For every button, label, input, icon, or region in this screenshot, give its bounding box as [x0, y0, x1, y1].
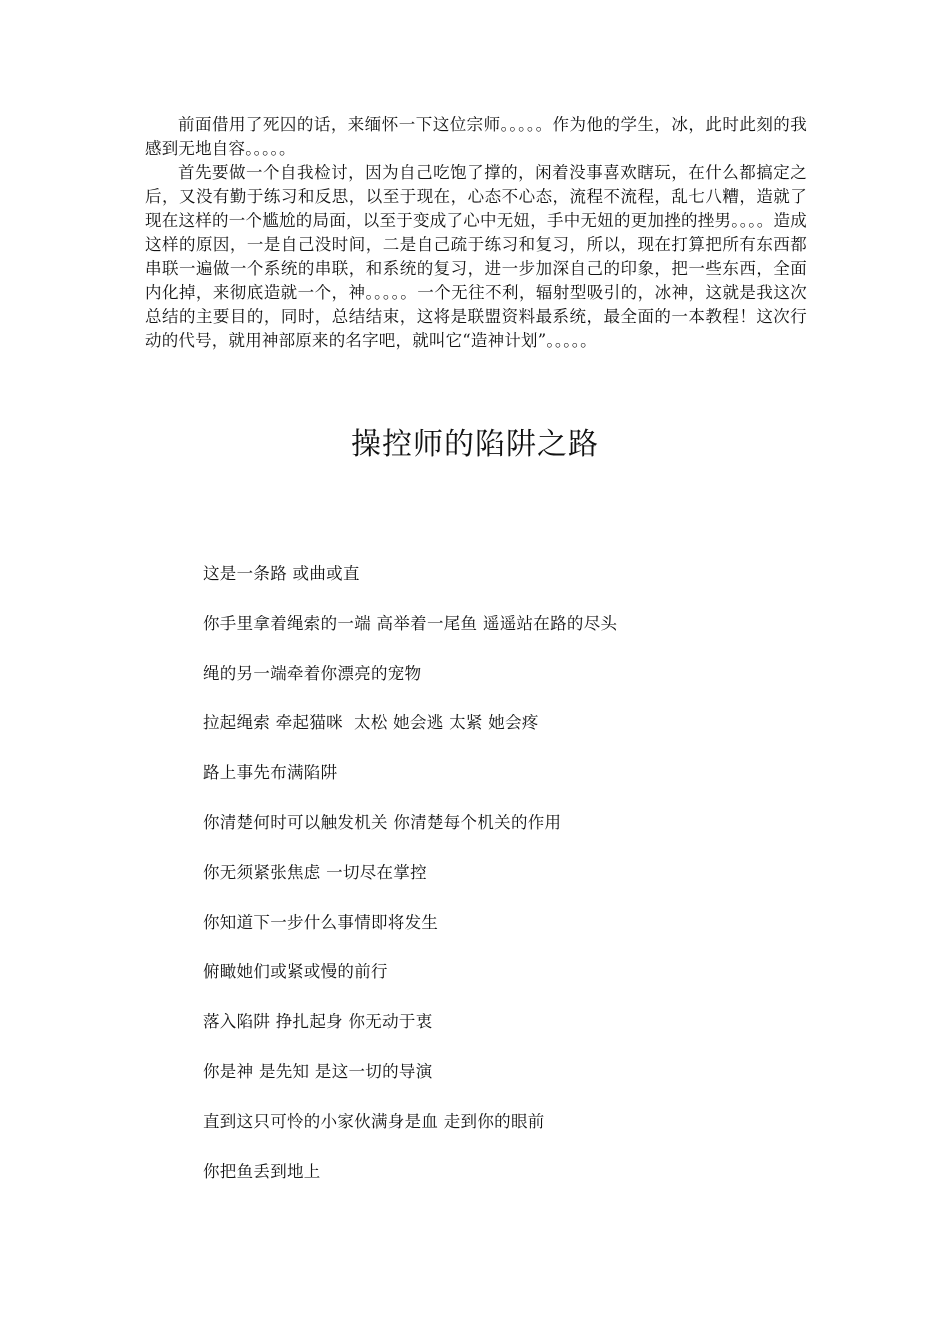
poem-line: 这是一条路 或曲或直	[203, 564, 360, 583]
page-title: 操控师的陷阱之路	[351, 427, 599, 462]
intro-paragraph-1: 前面借用了死囚的话，来缅怀一下这位宗师。。。。。作为他的学生，冰，此时此刻的我感到无地自容。。。。。	[145, 115, 807, 158]
poem-line: 落入陷阱 挣扎起身 你无动于衷	[203, 1012, 433, 1032]
poem-line: 你知道下一步什么事情即将发生	[203, 912, 439, 932]
poem-line: 你手里拿着绳索的一端 高举着一尾鱼 遥遥站在路的尽头	[203, 613, 618, 633]
poem-line: 路上事先布满陷阱	[203, 763, 338, 783]
poem-line: 你是神 是先知 是这一切的导演	[203, 1061, 433, 1081]
poem-line: 你把鱼丢到地上	[203, 1161, 321, 1181]
poem-line: 直到这只可怜的小家伙满身是血 走到你的眼前	[203, 1111, 545, 1131]
intro-section	[145, 113, 807, 353]
poem-line: 俯瞰她们或紧或慢的前行	[203, 962, 388, 982]
poem-line: 拉起绳索 牵起猫咪 太松 她会逃 太紧 她会疼	[203, 713, 539, 733]
poem	[203, 560, 803, 1207]
poem-line: 绳的另一端牵着你漂亮的宠物	[203, 663, 422, 683]
poem-line: 你清楚何时可以触发机关 你清楚每个机关的作用	[203, 812, 562, 832]
poem-line: 你无须紧张焦虑 一切尽在掌控	[203, 862, 427, 882]
intro-paragraph-2: 首先要做一个自我检讨，因为自己吃饱了撑的，闲着没事喜欢瞎玩，在什么都搞定之后，又没有勤于练习和反思，以至于现在，心态不心态，流程不流程，乱七八糟，造就了现在这样的一个尴尬的局面，以至于变成了心中无妞，手中无妞的更加挫的挫男。。。。造成这样的原因，一是自己没时间，二是自己疏于练习和复习，所以，现在打算把所有东西都串联一遍做一个系统的串联，和系统的复习，进一步加深自己的印象，把一些东西，全面内化掉，来彻底造就一个，神。。。。。一个无往不利，辐射型吸引的，冰神，这就是我这次总结的主要目的，同时，总结结束，这将是联盟资料最系统，最全面的一本教程！这次行动的代号，就用神部原来的名字吧，就叫它“造神计划”。。。。。	[145, 163, 807, 350]
